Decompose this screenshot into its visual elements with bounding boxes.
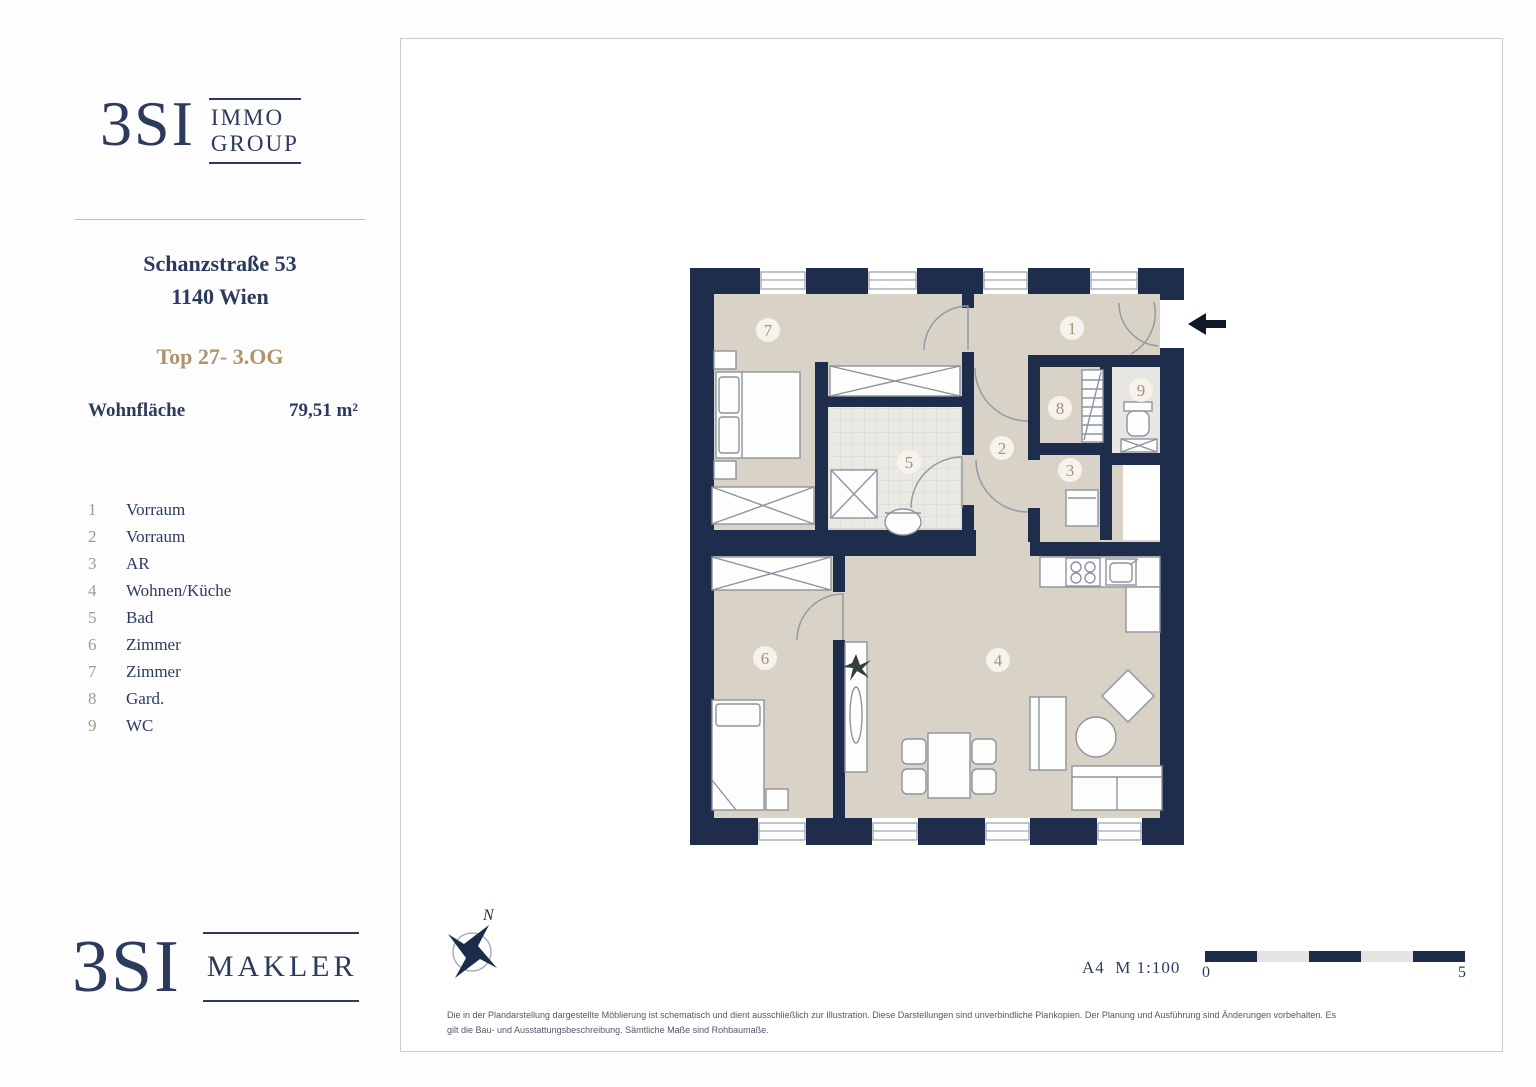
scale-bar-segment: [1257, 951, 1309, 962]
legend-label: Bad: [126, 608, 154, 627]
brand-logo-top-text: 3SI: [100, 88, 195, 159]
scale-bar-segment: [1205, 951, 1257, 962]
bed-single: [712, 700, 764, 810]
compass-n-label: N: [483, 907, 494, 924]
legend-num: 9: [88, 716, 97, 735]
legend-label: Wohnen/Küche: [126, 581, 232, 600]
room-label-4: 4: [993, 651, 1003, 670]
legend-num: 6: [88, 635, 97, 654]
legend-item: [88, 496, 231, 523]
living-area-value: 79,51 m²: [288, 400, 358, 421]
room-label-6: 6: [760, 649, 770, 668]
legend-num: 5: [88, 608, 97, 627]
scale-start-label: 0: [1202, 964, 1210, 981]
unit-label: Top 27- 3.OG: [156, 344, 284, 369]
legend-item: [88, 523, 231, 550]
legend-label: Zimmer: [126, 635, 181, 654]
legend-label: Zimmer: [126, 662, 181, 681]
legend-label: Vorraum: [126, 527, 186, 546]
room-label-7: 7: [763, 321, 773, 340]
wardrobe-room7: [712, 487, 814, 524]
legend-num: 2: [88, 527, 97, 546]
brand-logo-top-sub2: GROUP: [210, 131, 299, 156]
legend-item: [88, 577, 231, 604]
wardrobe-room6: [712, 557, 831, 590]
room-label-2: 2: [997, 439, 1007, 458]
shower: [831, 470, 877, 518]
legend-item: [88, 685, 231, 712]
legend-label: WC: [126, 716, 154, 735]
legend-label: Vorraum: [126, 500, 186, 519]
living-area-row: [88, 400, 358, 422]
bed-double: [716, 372, 800, 458]
scale-bar-segment: [1361, 951, 1413, 962]
disclaimer-line1: Die in der Plandarstellung dargestellte Möblierung ist schematisch und dient ausschließlich zur Illustration. Diese Darstellungen sind unverbindliche Plankopien. Der Planung und Ausführung sind Änderungen vorbehalten. Es: [447, 1010, 1337, 1020]
legend-item: [88, 550, 231, 577]
legend-num: 4: [88, 581, 97, 600]
sheet-scale: M 1:100: [1115, 958, 1181, 977]
legend-num: 8: [88, 689, 97, 708]
room-label-8: 8: [1055, 399, 1065, 418]
disclaimer-line2: gilt die Bau- und Ausstattungsbeschreibung. Sämtliche Maße sind Rohbaumaße.: [447, 1025, 769, 1035]
nightstand: [714, 461, 736, 479]
property-address: [75, 247, 365, 313]
boiler: [1066, 490, 1098, 526]
entrance: [1160, 300, 1226, 348]
legend-item: [88, 604, 231, 631]
brand-logo-bottom-text: 3SI: [72, 926, 181, 1008]
sheet-format: A4: [1082, 958, 1105, 977]
floorplan-drawing: [660, 250, 1235, 860]
room-label-5: 5: [904, 453, 914, 472]
legend-num: 7: [88, 662, 97, 681]
disclaimer-text: [447, 1008, 1492, 1038]
sheet-format-scale: [1082, 958, 1180, 978]
radiator: [1121, 439, 1157, 452]
legend-num: 1: [88, 500, 97, 519]
legend-label: Gard.: [126, 689, 165, 708]
sofa-horizontal: [1072, 766, 1162, 810]
brand-logo-top: [100, 88, 301, 164]
legend-item: [88, 712, 231, 739]
toilet: [1124, 402, 1152, 436]
brand-logo-top-sub: [209, 98, 301, 164]
compass-rose-icon: [435, 895, 525, 1005]
entrance-arrow-icon: [1188, 313, 1226, 335]
scale-bar-segment: [1413, 951, 1465, 962]
closet-hall: [830, 366, 960, 396]
room-label-1: 1: [1067, 319, 1077, 338]
room-legend: [88, 496, 231, 739]
kitchen-sink: [1106, 559, 1138, 585]
scale-bar: [1205, 951, 1465, 962]
room-label-9: 9: [1136, 381, 1146, 400]
sidebar-divider: [75, 219, 365, 220]
address-city: 1140 Wien: [171, 284, 269, 309]
room-label-3: 3: [1065, 461, 1075, 480]
sofa-vertical: [1030, 697, 1066, 770]
legend-label: AR: [126, 554, 150, 573]
coffee-table-round: [1076, 717, 1116, 757]
brand-logo-top-sub1: IMMO: [210, 105, 285, 130]
scale-bar-segment: [1309, 951, 1361, 962]
entrance-opening: [1160, 300, 1184, 348]
living-area-label: Wohnfläche: [88, 400, 186, 421]
legend-num: 3: [88, 554, 97, 573]
nightstand: [766, 789, 788, 810]
legend-item: [88, 631, 231, 658]
coat-rack: [1082, 370, 1103, 442]
legend-item: [88, 658, 231, 685]
scale-end-label: 5: [1458, 964, 1466, 981]
nightstand: [714, 351, 736, 369]
address-street: Schanzstraße 53: [143, 251, 297, 276]
brand-logo-bottom-sub: MAKLER: [203, 932, 359, 1002]
brand-logo-bottom: [72, 926, 359, 1008]
sink: [885, 509, 921, 535]
